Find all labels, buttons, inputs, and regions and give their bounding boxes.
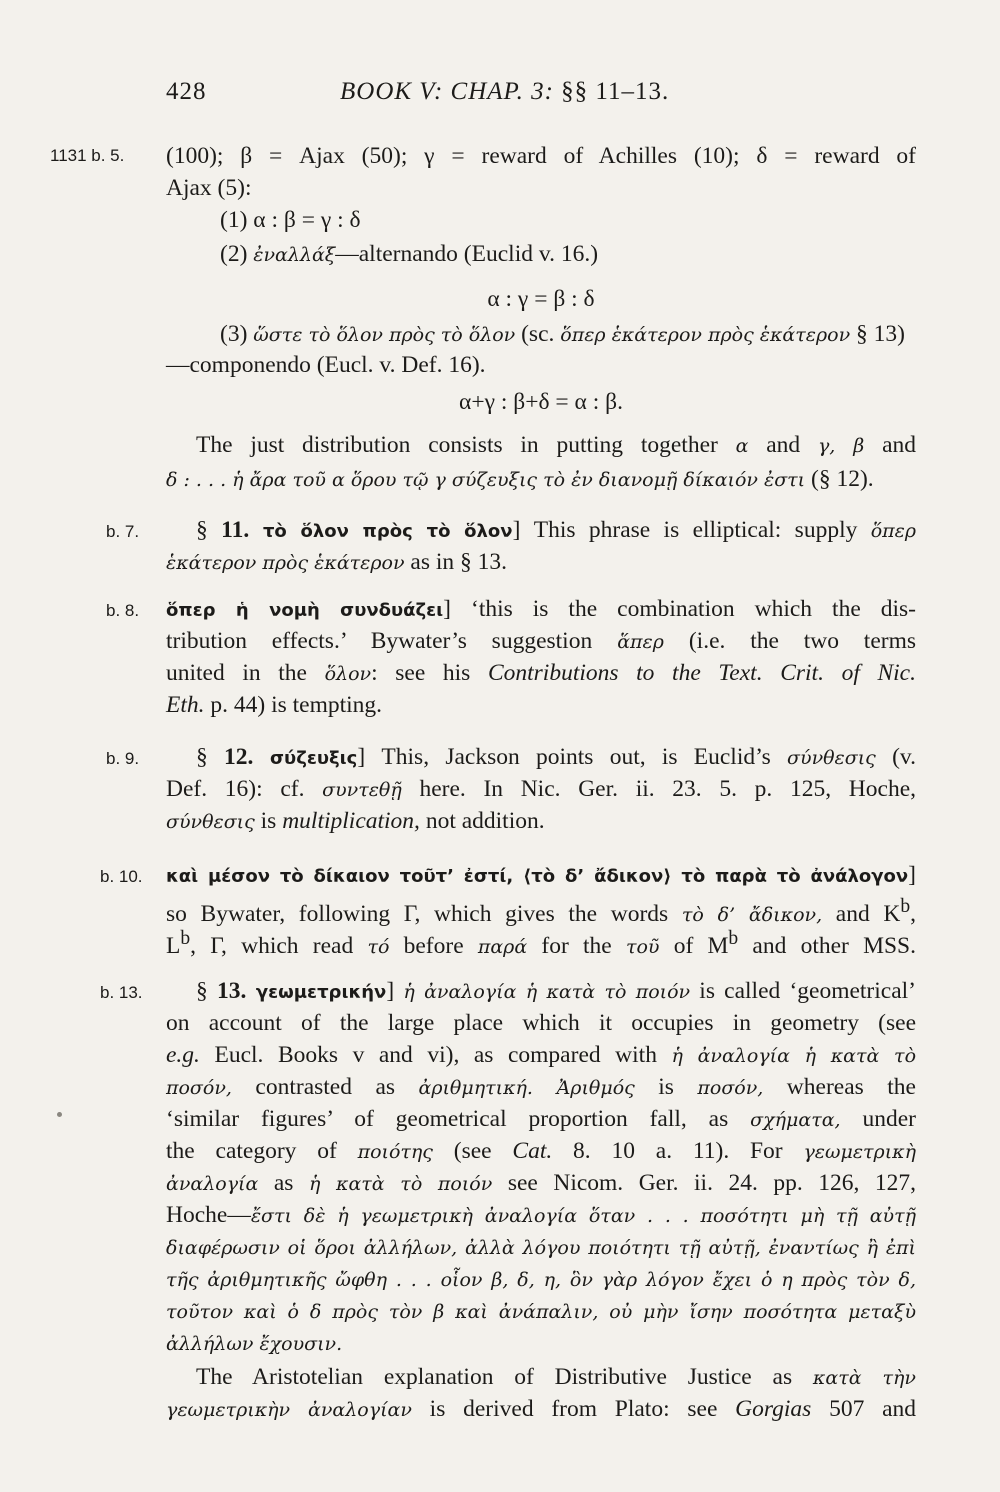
margin-ref-1131b5: 1131 b. 5. [50, 146, 125, 165]
equation-3: α+γ : β+δ = α : β. [459, 389, 623, 415]
text-line: ‘similar figures’ of geometrical proportion fall, as σχήματα, under [166, 1106, 916, 1132]
text-line: Eth. p. 44) is tempting. [166, 692, 383, 718]
text-line: δ : . . . ἡ ἄρα τοῦ α ὅρου τῷ γ σύζευξις τὸ ἐν διανομῇ δίκαιόν ἐστι (§ 12). [166, 466, 874, 492]
margin-ref-b7: b. 7. [106, 522, 140, 541]
margin-ref-b8: b. 8. [106, 601, 140, 620]
greek-quote-line: ἀλλήλων ἔχουσιν. [166, 1333, 343, 1355]
greek-quote-line: τῆς ἀριθμητικῆς ὤφθη . . . οἷον β, δ, η, ὃν γὰρ λόγον ἔχει ὁ η πρὸς τὸν δ, [166, 1269, 916, 1291]
text-line: on account of the large place which it occupies in geometry (see [166, 1010, 916, 1036]
text-line: ἀναλογία as ἡ κατὰ τὸ ποιόν see Nicom. Ger. ii. 24. pp. 126, 127, [166, 1170, 916, 1196]
text-line: ποσόν, contrasted as ἀριθμητική. Ἀριθμός is ποσόν, whereas the [166, 1074, 916, 1100]
greek-quote-line: διαφέρωσιν οἱ ὅροι ἀλλήλων, ἀλλὰ λόγου ποιότητι τῇ αὐτῇ, ἐναντίως ἢ ἐπὶ [166, 1237, 916, 1259]
text-line: Ajax (5): [166, 175, 252, 201]
note-section-11: § 11. τὸ ὅλον πρὸς τὸ ὅλον] This phrase is elliptical: supply ὅπερ [196, 517, 917, 543]
page-number: 428 [166, 78, 207, 105]
greek-quote-line: τοῦτον καὶ ὁ δ πρὸς τὸν β καὶ ἀνάπαλιν, οὐ μὴν ἴσην ποσότητα μεταξὺ [166, 1301, 916, 1323]
margin-ref-b9: b. 9. [106, 749, 140, 768]
note-lemma-b10: καὶ μέσον τὸ δίκαιον τοῦτ’ ἐστί, ⟨τὸ δ’ ἄδικον⟩ τὸ παρὰ τὸ ἀνάλογον] [166, 862, 916, 888]
note-section-13: § 13. γεωμετρικήν] ἡ ἀναλογία ἡ κατὰ τὸ ποιόν is called ‘geometrical’ [196, 978, 917, 1004]
text-line: Def. 16): cf. συντεθῇ here. In Nic. Ger. ii. 23. 5. p. 125, Hoche, [166, 776, 917, 802]
note-lemma-b8: ὅπερ ἡ νομὴ συνδυάζει] ‘this is the combination which the dis- [166, 596, 916, 622]
text-line: tribution effects.’ Bywater’s suggestion ἅπερ (i.e. the two terms [166, 628, 916, 654]
text-line: united in the ὅλον: see his Contributions to the Text. Crit. of Nic. [166, 660, 916, 686]
text-line: e.g. Eucl. Books v and vi), as compared with ἡ ἀναλογία ἡ κατὰ τὸ [166, 1042, 917, 1068]
margin-ref-b13: b. 13. [100, 983, 143, 1002]
text-line: —componendo (Eucl. v. Def. 16). [166, 352, 486, 378]
equation-1: (1) α : β = γ : δ [220, 207, 361, 233]
text-line: ἑκάτερον πρὸς ἑκάτερον as in § 13. [166, 549, 508, 575]
note-section-12: § 12. σύζευξις] This, Jackson points out, is Euclid’s σύνθεσις (v. [196, 744, 916, 770]
text-line: The Aristotelian explanation of Distributive Justice as κατὰ τὴν [196, 1364, 916, 1390]
text-line: (100); β = Ajax (50); γ = reward of Achilles (10); δ = reward of [166, 143, 916, 169]
equation-2: α : γ = β : δ [487, 286, 595, 312]
text-line: (2) ἐναλλάξ—alternando (Euclid v. 16.) [220, 241, 599, 267]
text-line: γεωμετρικὴν ἀναλογίαν is derived from Plato: see Gorgias 507 and [166, 1396, 917, 1422]
text-line: $L^b$, Γ, which read τό before παρά for the τοῦ of $M^b$ and other MSS. [166, 928, 916, 959]
text-line: (3) ὥστε τὸ ὅλον πρὸς τὸ ὅλον (sc. ὅπερ ἑκάτερον πρὸς ἑκάτερον § 13) [220, 321, 905, 347]
text-line: Hoche—ἔστι δὲ ἡ γεωμετρικὴ ἀναλογία ὅταν . . . ποσότητι μὴ τῇ αὐτῇ [166, 1202, 916, 1228]
text-line: σύνθεσις is multiplication, not addition. [166, 808, 545, 834]
margin-ref-b10: b. 10. [100, 867, 143, 886]
text-line: so Bywater, following Γ, which gives the words τὸ δ’ ἄδικον, and $K^b$, [166, 896, 916, 927]
text-line: The just distribution consists in putting together α and γ, β and [196, 432, 916, 458]
margin-speck [57, 1112, 62, 1117]
running-title: BOOK V: CHAP. 3: §§ 11–13. [340, 78, 670, 105]
text-line: the category of ποιότης (see Cat. 8. 10 a. 11). For γεωμετρικὴ [166, 1138, 916, 1164]
